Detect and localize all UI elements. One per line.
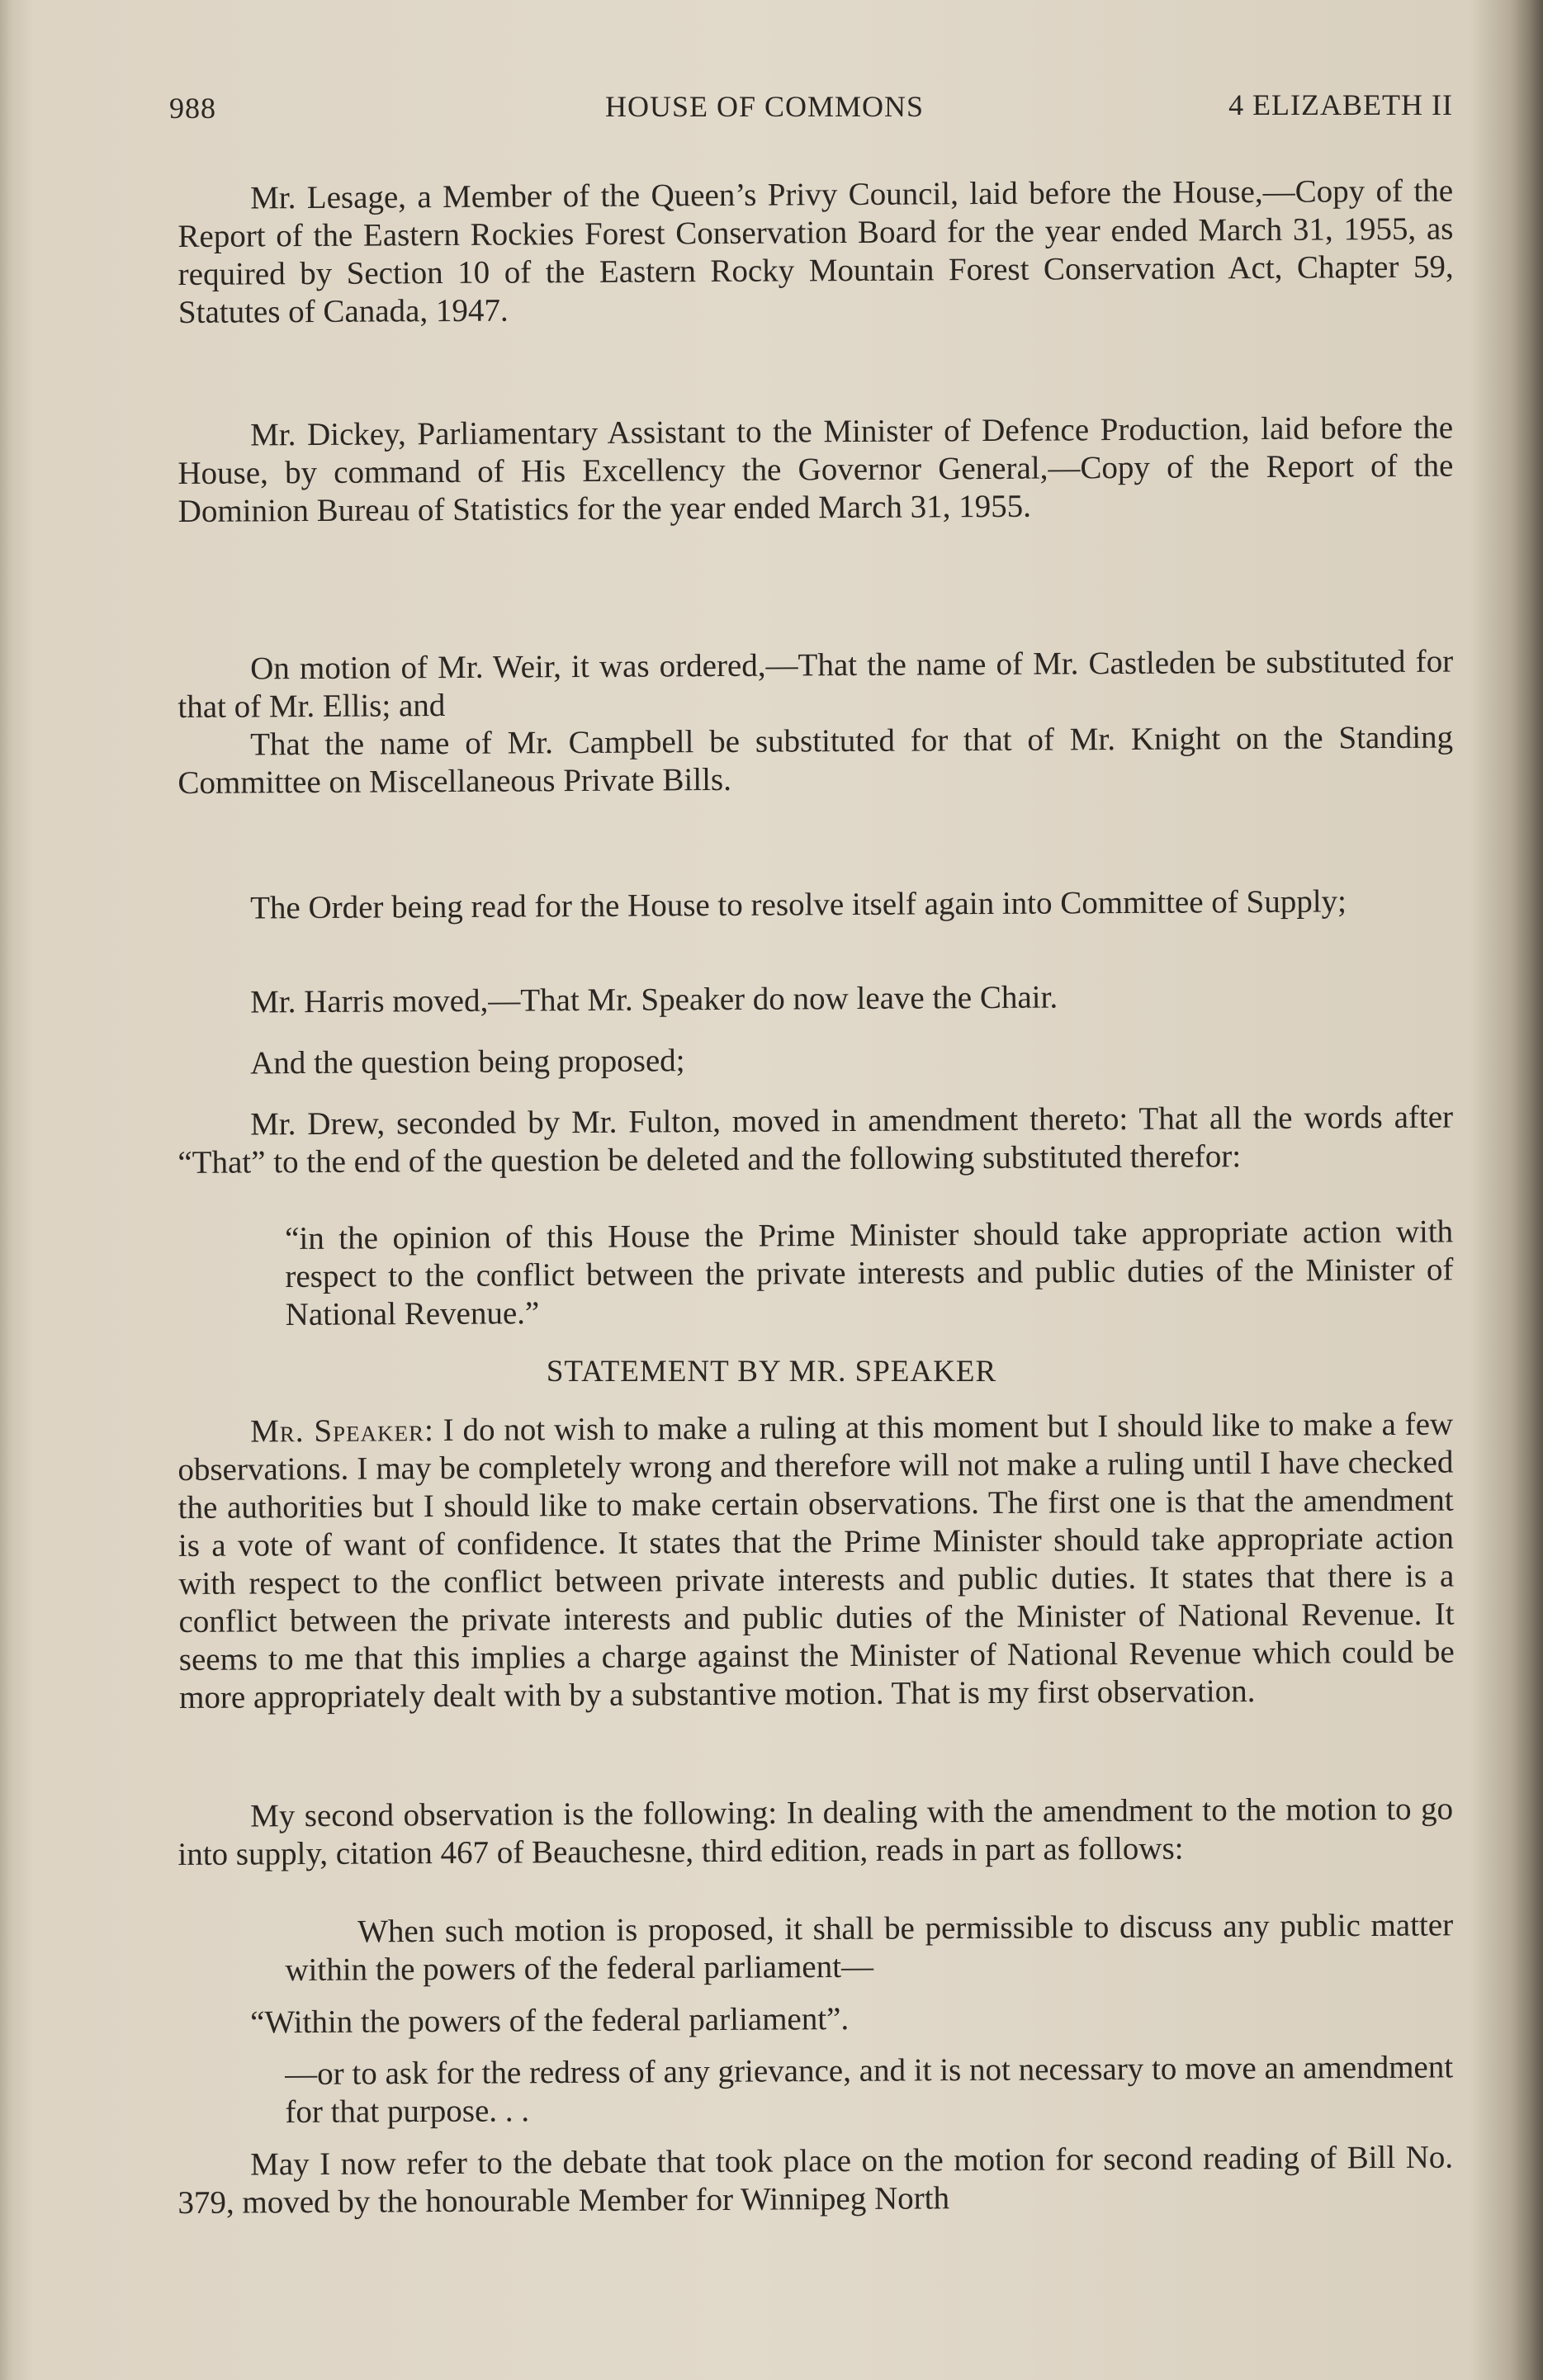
paragraph-question-proposed: And the question being proposed; xyxy=(250,1043,685,1081)
paragraph-second-observation: My second observation is the following: In dealing with the amendment to the motion to go into supply, citation 467 of Beauchesne, third edition, reads in part as follows: xyxy=(177,1791,1454,1872)
running-title: HOUSE OF COMMONS xyxy=(605,90,925,123)
paragraph-speaker-statement xyxy=(177,1406,1455,1717)
quote-redress-grievance: —or to ask for the redress of any grievance, and it is not necessary to move an amendment for that purpose. . . xyxy=(285,2049,1454,2130)
paragraph-order-supply: The Order being read for the House to resolve itself again into Committee of Supply; xyxy=(250,883,1347,926)
paragraph-campbell-substitution: That the name of Mr. Campbell be substituted for that of Mr. Knight on the Standing Committee on Miscellaneous Private Bills. xyxy=(177,719,1454,801)
section-heading: STATEMENT BY MR. SPEAKER xyxy=(546,1355,997,1389)
paragraph-within-powers: “Within the powers of the federal parliament”. xyxy=(250,2001,850,2041)
paragraph-harris-motion: Mr. Harris moved,—That Mr. Speaker do now leave the Chair. xyxy=(250,979,1058,1020)
session-label: 4 ELIZABETH II xyxy=(1228,88,1453,121)
paragraph-dickey-report: Mr. Dickey, Parliamentary Assistant to the Minister of Defence Production, laid before the House, by command of His Excellency the Governor General,—Copy of the Report of the Dominion Bureau of Statistics for the year ended March 31, 1955. xyxy=(177,409,1454,529)
page-number: 988 xyxy=(169,92,216,125)
paragraph-weir-motion: On motion of Mr. Weir, it was ordered,—That the name of Mr. Castleden be substituted for that of Mr. Ellis; and xyxy=(177,643,1454,725)
quote-beauchesne-citation: When such motion is proposed, it shall be permissible to discuss any public matter within the powers of the federal parliament— xyxy=(285,1907,1454,1988)
speaker-statement-text: I do not wish to make a ruling at this moment but I should like to make a few observations. I may be completely wrong and therefore will not make a ruling until I have checked the authorities but I should like to make certain observations. The first one is that the amendment is a vote of want of confidence. It states that the Prime Minister should take appropriate action with respect to the conflict between private interests and public duties. It states that there is a conflict between the private interests and public duties of the Minister of National Revenue. It seems to me that this implies a charge against the Minister of National Revenue which could be more appropriately dealt with by a substantive motion. That is my first observation. xyxy=(177,1406,1455,1715)
running-header xyxy=(169,84,1453,134)
speaker-label: Mr. Speaker: xyxy=(250,1412,435,1450)
paragraph-bill-379: May I now refer to the debate that took place on the motion for second reading of Bill No. 379, moved by the honourable Member for Winnipeg North xyxy=(177,2139,1454,2221)
quote-amendment-text: “in the opinion of this House the Prime Minister should take appropriate action with respect to the conflict between the private interests and public duties of the Minister of National Revenue.” xyxy=(285,1214,1454,1332)
paragraph-drew-amendment: Mr. Drew, seconded by Mr. Fulton, moved in amendment thereto: That all the words after “That” to the end of the question be deleted and the following substituted therefor: xyxy=(177,1099,1454,1181)
paragraph-lesage-report: Mr. Lesage, a Member of the Queen’s Privy Council, laid before the House,—Copy of the Report of the Eastern Rockies Forest Conservation Board for the year ended March 31, 1955, as required by Section 10 of the Eastern Rocky Mountain Forest Conservation Act, Chapter 59, Statutes of Canada, 1947. xyxy=(177,173,1454,330)
